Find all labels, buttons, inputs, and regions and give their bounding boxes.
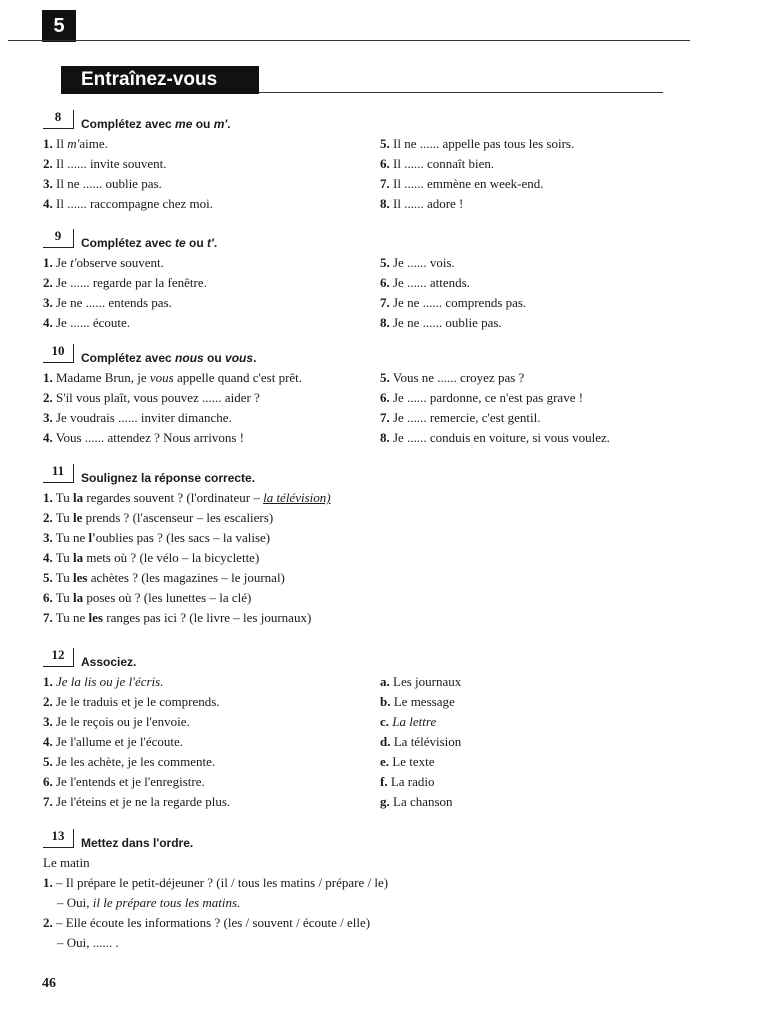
- item-text: Il ...... adore !: [389, 196, 464, 211]
- item-number: 2.: [43, 156, 53, 171]
- item-text: Tu: [52, 550, 73, 565]
- right-column: [380, 368, 710, 448]
- exercise-item: [43, 368, 373, 388]
- item-number: 2.: [43, 915, 53, 930]
- exercise-8: [43, 110, 703, 214]
- item-number: 7.: [380, 410, 390, 425]
- exercise-10: [43, 344, 703, 448]
- item-number: b.: [380, 694, 391, 709]
- item-text: Vous ...... attendez ? Nous arrivons !: [52, 430, 244, 445]
- item-number: 6.: [380, 156, 390, 171]
- exercise-item: [380, 273, 710, 293]
- item-text: – Il prépare le petit-déjeuner ? (il / tous les matins / prépare / le): [52, 875, 389, 890]
- item-text: mets où ? (le vélo – la bicyclette): [83, 550, 260, 565]
- item-number: 2.: [43, 510, 53, 525]
- item-text: Je: [52, 255, 71, 270]
- exercise-item: [380, 313, 710, 333]
- item-text: Je ...... vois.: [389, 255, 455, 270]
- exercise-item: [380, 388, 710, 408]
- item-italic-text: m': [67, 136, 80, 151]
- item-text: Je ...... remercie, c'est gentil.: [389, 410, 541, 425]
- item-number: 8.: [380, 430, 390, 445]
- item-text: oublies pas ? (les sacs – la valise): [95, 530, 271, 545]
- item-text: achètes ? (les magazines – le journal): [87, 570, 285, 585]
- item-number: 8.: [380, 196, 390, 211]
- page-number: 46: [42, 976, 56, 991]
- exercise-item: [43, 568, 703, 588]
- exercise-item: [380, 692, 710, 712]
- exercise-item: [43, 273, 373, 293]
- exercise-item: [380, 712, 710, 732]
- exercise-item: [43, 712, 373, 732]
- item-text: Je ne ...... oublie pas.: [389, 315, 502, 330]
- item-text: Je voudrais ...... inviter dimanche.: [52, 410, 232, 425]
- item-text: ranges pas ici ? (le livre – les journaux): [102, 610, 312, 625]
- title-text: Complétez avec: [81, 117, 176, 131]
- exercise-title: Associez.: [81, 655, 137, 669]
- exercise-number: 12: [43, 648, 74, 667]
- exercise-item: [43, 548, 703, 568]
- item-text: Je le reçois ou je l'envoie.: [52, 714, 190, 729]
- item-text: Il ne ...... appelle pas tous les soirs.: [389, 136, 575, 151]
- exercise-item: [43, 528, 703, 548]
- exercise-item: [43, 792, 373, 812]
- title-text: ou: [203, 351, 226, 365]
- item-pronoun: la: [73, 590, 84, 605]
- item-number: 3.: [43, 714, 53, 729]
- item-number: a.: [380, 674, 390, 689]
- exercise-item: [43, 174, 373, 194]
- exercise-11: [43, 464, 703, 628]
- item-pronoun: la: [73, 550, 84, 565]
- exercise-item: [43, 428, 373, 448]
- exercise-item: [43, 692, 373, 712]
- item-pronoun: les: [88, 610, 103, 625]
- item-number: c.: [380, 714, 390, 729]
- item-number: 8.: [380, 315, 390, 330]
- exercise-item: [380, 752, 710, 772]
- left-column: [43, 368, 373, 448]
- title-text: Complétez avec: [81, 351, 176, 365]
- exercise-number: 10: [43, 344, 74, 363]
- exercise-title: Soulignez la réponse correcte.: [81, 471, 256, 485]
- item-text: Le message: [390, 694, 455, 709]
- item-number: 2.: [43, 390, 53, 405]
- item-number: 5.: [380, 370, 390, 385]
- item-number: 1.: [43, 490, 53, 505]
- exercise-title: [81, 350, 256, 366]
- item-text: Je ...... regarde par la fenêtre.: [52, 275, 207, 290]
- right-column: [380, 253, 710, 333]
- item-text: Je ne ...... comprends pas.: [389, 295, 527, 310]
- item-number: 4.: [43, 315, 53, 330]
- exercise-number: 8: [43, 110, 74, 129]
- exercise-number: 13: [43, 829, 74, 848]
- item-text: Les journaux: [389, 674, 462, 689]
- underlined-answer: la télévision): [263, 490, 331, 505]
- item-text: Je les achète, je les commente.: [52, 754, 216, 769]
- exercise-item: [43, 588, 703, 608]
- exercise-number: 11: [43, 464, 74, 483]
- item-text: Je ne ...... entends pas.: [52, 295, 172, 310]
- item-pronoun: l': [88, 530, 96, 545]
- item-italic-text: Je la lis ou je l'écris.: [56, 674, 164, 689]
- title-option-b: m': [213, 117, 228, 131]
- title-text: ou: [192, 117, 214, 131]
- title-text: .: [227, 117, 231, 131]
- item-number: 4.: [43, 196, 53, 211]
- title-text: ou: [185, 236, 208, 250]
- item-number: 3.: [43, 530, 53, 545]
- item-text-end: appelle quand c'est prêt.: [173, 370, 303, 385]
- item-text: S'il vous plaît, vous pouvez ...... aider ?: [52, 390, 260, 405]
- left-column: [43, 253, 373, 333]
- item-number: 5.: [43, 754, 53, 769]
- exercise-title: [81, 116, 231, 132]
- exercise-number: 9: [43, 229, 74, 248]
- item-number: 1.: [43, 370, 53, 385]
- item-number: e.: [380, 754, 390, 769]
- left-column: [43, 134, 373, 214]
- exercise-item: [380, 253, 710, 273]
- exercise-item: [380, 408, 710, 428]
- exercise-answer: [43, 893, 703, 913]
- item-number: 6.: [380, 275, 390, 290]
- chapter-number: 5: [42, 10, 76, 42]
- item-text: La radio: [387, 774, 435, 789]
- item-pronoun: la: [73, 490, 84, 505]
- item-number: 3.: [43, 176, 53, 191]
- item-number: 6.: [43, 590, 53, 605]
- item-number: d.: [380, 734, 391, 749]
- item-text: Le texte: [389, 754, 435, 769]
- item-text: regardes souvent ? (l'ordinateur –: [83, 490, 264, 505]
- item-number: 6.: [380, 390, 390, 405]
- exercise-13: [43, 829, 703, 953]
- item-number: 2.: [43, 275, 53, 290]
- section-title: Entraînez-vous: [61, 66, 259, 94]
- exercise-item: [380, 194, 710, 214]
- exercise-item: [43, 508, 703, 528]
- item-number: 1.: [43, 875, 53, 890]
- item-number: f.: [380, 774, 388, 789]
- item-number: 1.: [43, 136, 53, 151]
- top-rule: [8, 40, 690, 41]
- item-number: g.: [380, 794, 390, 809]
- answer-example: il le prépare tous les matins.: [92, 895, 241, 910]
- item-number: 4.: [43, 734, 53, 749]
- item-number: 7.: [43, 610, 53, 625]
- item-pronoun: les: [73, 570, 88, 585]
- exercise-item: [43, 253, 373, 273]
- item-text: – Elle écoute les informations ? (les / souvent / écoute / elle): [52, 915, 371, 930]
- exercise-item: [380, 154, 710, 174]
- item-number: 1.: [43, 674, 53, 689]
- item-text: Je l'allume et je l'écoute.: [52, 734, 184, 749]
- item-text: Je ...... attends.: [389, 275, 470, 290]
- item-number: 5.: [380, 136, 390, 151]
- item-text: Je ...... pardonne, ce n'est pas grave !: [389, 390, 584, 405]
- title-text: .: [213, 236, 218, 250]
- right-column: [380, 134, 710, 214]
- section-rule: [259, 92, 663, 93]
- item-text: Tu: [52, 510, 73, 525]
- item-text-end: observe souvent.: [76, 255, 164, 270]
- exercise-9: [43, 229, 703, 333]
- title-option-a: nous: [175, 351, 204, 365]
- item-italic-text: vous: [149, 370, 174, 385]
- exercise-item: [43, 672, 373, 692]
- exercise-item: [43, 752, 373, 772]
- item-text-end: aime.: [79, 136, 108, 151]
- exercise-answer: – Oui, ...... .: [57, 935, 119, 950]
- item-number: 3.: [43, 410, 53, 425]
- item-italic-text: t': [70, 255, 77, 270]
- exercise-item: [380, 174, 710, 194]
- item-number: 4.: [43, 430, 53, 445]
- item-number: 3.: [43, 295, 53, 310]
- title-text: .: [253, 351, 257, 365]
- item-text: Vous ne ...... croyez pas ?: [389, 370, 525, 385]
- exercise-item: [380, 293, 710, 313]
- item-text: Je ...... écoute.: [52, 315, 131, 330]
- exercise-item: [380, 672, 710, 692]
- exercise-item: [43, 293, 373, 313]
- exercise-item: [43, 772, 373, 792]
- exercise-item: [43, 608, 703, 628]
- exercise-item: [43, 408, 373, 428]
- item-text: Il ...... emmène en week-end.: [389, 176, 544, 191]
- exercise-item: [43, 913, 703, 933]
- item-text: Tu ne: [52, 610, 89, 625]
- item-text: Je ...... conduis en voiture, si vous voulez.: [389, 430, 610, 445]
- exercise-item: [43, 134, 373, 154]
- exercise-item: [43, 388, 373, 408]
- exercise-item: [43, 873, 703, 893]
- exercise-12-right-column: [380, 672, 710, 812]
- exercise-item: [380, 792, 710, 812]
- exercise-item: [380, 134, 710, 154]
- exercise-item: [43, 313, 373, 333]
- item-text: Madame Brun, je: [52, 370, 150, 385]
- item-text: Tu: [52, 490, 73, 505]
- exercise-item: [43, 488, 703, 508]
- exercise-item: [43, 732, 373, 752]
- exercise-item: [380, 772, 710, 792]
- title-text: Complétez avec: [81, 236, 176, 250]
- title-option-a: me: [175, 117, 193, 131]
- item-number: 2.: [43, 694, 53, 709]
- item-number: 4.: [43, 550, 53, 565]
- item-text: Il ne ...... oublie pas.: [52, 176, 162, 191]
- title-option-a: te: [175, 236, 186, 250]
- item-number: 7.: [380, 176, 390, 191]
- title-option-b: vous: [225, 351, 254, 365]
- exercise-item: [380, 732, 710, 752]
- item-pronoun: le: [73, 510, 83, 525]
- exercise-title: [81, 235, 217, 251]
- item-text: Je l'entends et je l'enregistre.: [52, 774, 205, 789]
- item-text: Il: [52, 136, 68, 151]
- item-text: prends ? (l'ascenseur – les escaliers): [82, 510, 274, 525]
- exercise-title: Mettez dans l'ordre.: [81, 836, 194, 850]
- item-number: 1.: [43, 255, 53, 270]
- item-number: 5.: [380, 255, 390, 270]
- exercise-item: [380, 368, 710, 388]
- item-number: 7.: [380, 295, 390, 310]
- item-number: 6.: [43, 774, 53, 789]
- exercise-12: [43, 648, 703, 812]
- item-text: poses où ? (les lunettes – la clé): [83, 590, 252, 605]
- answer-prefix: – Oui,: [57, 895, 93, 910]
- item-text: Tu ne: [52, 530, 89, 545]
- exercise-item: [43, 194, 373, 214]
- item-text: Je le traduis et je le comprends.: [52, 694, 220, 709]
- exercise-12-left-column: [43, 672, 373, 812]
- item-text: Il ...... connaît bien.: [389, 156, 495, 171]
- exercise-intro: Le matin: [43, 855, 90, 870]
- item-number: 5.: [43, 570, 53, 585]
- item-text: La télévision: [390, 734, 462, 749]
- item-text: Il ...... invite souvent.: [52, 156, 167, 171]
- exercise-item: [380, 428, 710, 448]
- exercise-item: [43, 154, 373, 174]
- item-text: Je l'éteins et je ne la regarde plus.: [52, 794, 231, 809]
- item-number: 7.: [43, 794, 53, 809]
- item-italic-text: La lettre: [392, 714, 437, 729]
- item-text: Il ...... raccompagne chez moi.: [52, 196, 214, 211]
- item-text: Tu: [52, 570, 73, 585]
- title-option-b: t': [207, 236, 214, 250]
- item-text: La chanson: [389, 794, 453, 809]
- item-text: Tu: [52, 590, 73, 605]
